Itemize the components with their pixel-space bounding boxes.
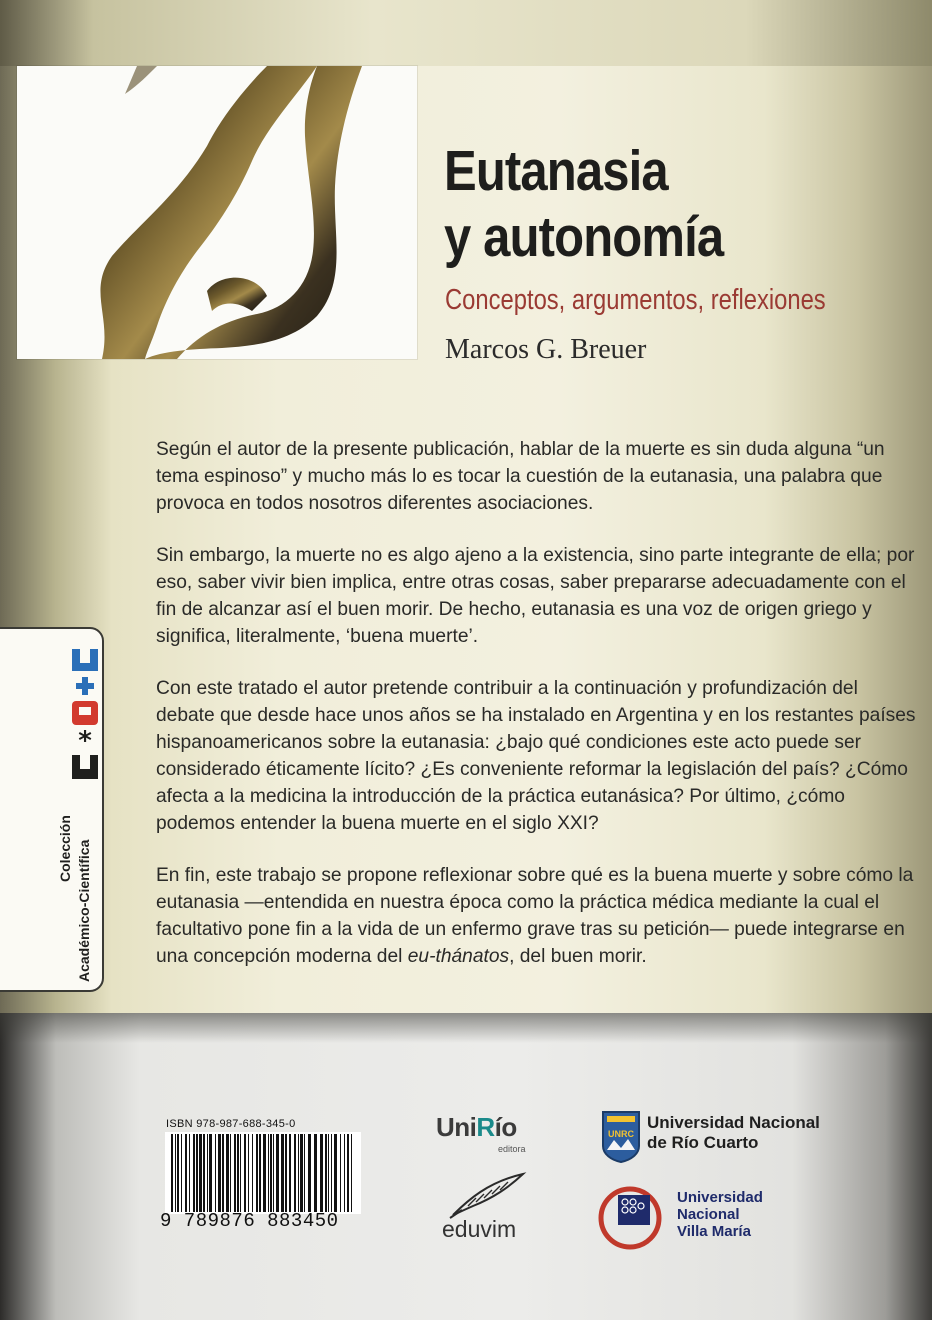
unrc-abbr: UNRC: [608, 1129, 634, 1139]
blurb: [156, 436, 916, 995]
uau-logo-icon: [68, 645, 102, 785]
blurb-line: debate que desde hace unos años se ha instalado en Argentina y en los restantes países: [156, 705, 916, 726]
barcode-bar: [222, 1134, 224, 1212]
barcode-bar: [340, 1134, 341, 1212]
barcode-bar: [189, 1134, 190, 1212]
blurb-paragraph-1: [156, 436, 885, 517]
unrc-logo: [601, 1110, 841, 1166]
barcode-bar: [185, 1134, 187, 1212]
barcode-bar: [209, 1134, 212, 1212]
barcode-bar: [325, 1134, 327, 1212]
barcode-bar: [226, 1134, 229, 1212]
barcode-bar: [218, 1134, 221, 1212]
blurb-line: significa, literalmente, ‘buena muerte’.: [156, 626, 479, 647]
barcode-bar: [240, 1134, 241, 1212]
unvm-name: [677, 1189, 763, 1240]
barcode-bar: [281, 1134, 284, 1212]
blurb-line: eso, saber vivir bien implica, entre otras cosas, saber prepararse adecuadamente con el: [156, 572, 906, 593]
barcode-bar: [177, 1134, 179, 1212]
blurb-line: Sin embargo, la muerte no es algo ajeno a la existencia, sino parte integrante de ella; por: [156, 545, 915, 566]
blurb-line: Con este tratado el autor pretende contribuir a la continuación y profundización del: [156, 678, 858, 699]
book-subtitle: Conceptos, argumentos, reflexiones: [445, 284, 826, 316]
blurb-line: Según el autor de la presente publicación, hablar de la muerte es sin duda alguna “un: [156, 439, 885, 460]
blurb-italic-term: eu-thánatos: [407, 946, 510, 967]
unirio-subtitle: editora: [498, 1144, 526, 1154]
blurb-line: facultativo pone fin a la vida de un enfermo grave tras su petición— puede integrarse en: [156, 919, 905, 940]
barcode-bar: [304, 1134, 305, 1212]
blurb-line: fin de alcanzar así el buen morir. De hecho, eutanasia es una voz de origen griego y: [156, 599, 872, 620]
book-title-line2: y autonomía: [444, 205, 724, 269]
barcode-bar: [199, 1134, 202, 1212]
collection-line1: Colección: [57, 815, 73, 882]
unrc-name: [647, 1113, 820, 1153]
barcode-bars: [165, 1132, 361, 1214]
eduvim-logo: [436, 1170, 546, 1245]
barcode-bar: [294, 1134, 296, 1212]
unvm-logo: [597, 1183, 787, 1253]
unirio-text-b: R: [476, 1112, 495, 1142]
blurb-line: podemos entender la buena muerte en el siglo XXI?: [156, 813, 599, 834]
barcode-bar: [234, 1134, 236, 1212]
blurb-line: hispanoamericanos sobre la eutanasia: ¿bajo qué condiciones este acto puede ser: [156, 732, 862, 753]
barcode-bar: [268, 1134, 269, 1212]
barcode-bar: [298, 1134, 299, 1212]
svg-text:*: *: [78, 726, 92, 756]
barcode-bar: [347, 1134, 349, 1212]
blurb-line: considerado éticamente lícito? ¿Es conveniente reformar la legislación del país? ¿Cómo: [156, 759, 908, 780]
isbn-label: ISBN 978-987-688-345-0: [166, 1118, 296, 1130]
barcode-bar: [237, 1134, 239, 1212]
eduvim-wordmark: eduvim: [442, 1216, 517, 1242]
unrc-name-line1: Universidad Nacional: [647, 1113, 820, 1132]
barcode-bar: [300, 1134, 303, 1212]
barcode-bar: [273, 1134, 274, 1212]
top-strip: [0, 0, 932, 66]
barcode-bar: [328, 1134, 329, 1212]
unrc-name-line2: de Río Cuarto: [647, 1133, 759, 1152]
sculpture-image: [17, 66, 417, 359]
barcode-bar: [175, 1134, 176, 1212]
barcode-bar: [256, 1134, 258, 1212]
sculpture-photo: [17, 66, 417, 359]
blurb-text: una concepción moderna del: [156, 946, 408, 967]
blurb-line: eutanasia —entendida en nuestra época como la práctica médica mediante la cual el: [156, 892, 880, 913]
collection-logo: [68, 645, 102, 785]
barcode-bar: [331, 1134, 332, 1212]
barcode-bar: [263, 1134, 266, 1212]
unirio-wordmark: [436, 1112, 540, 1143]
blurb-line: afecta a la medicina la introducción de la práctica eutanásica? Por último, ¿cómo: [156, 786, 845, 807]
unirio-text-c: ío: [494, 1112, 517, 1142]
blurb-line-last: [156, 943, 856, 970]
barcode-bar: [308, 1134, 311, 1212]
book-title-line1: Eutanasia: [444, 139, 668, 203]
barcode-bar: [230, 1134, 231, 1212]
barcode-bar: [193, 1134, 195, 1212]
barcode-bar: [181, 1134, 182, 1212]
unirio-text-a: Uni: [436, 1112, 477, 1142]
barcode: [165, 1132, 361, 1214]
barcode-bar: [334, 1134, 337, 1212]
barcode-bar: [171, 1134, 173, 1212]
barcode-bar: [196, 1134, 198, 1212]
barcode-bar: [314, 1134, 317, 1212]
blurb-line: provoca en todos nosotros diferentes asociaciones.: [156, 493, 594, 514]
barcode-bar: [203, 1134, 205, 1212]
collection-line2: Académico-Científica: [76, 839, 92, 982]
quill-icon: [448, 1170, 528, 1220]
barcode-bar: [248, 1134, 249, 1212]
blurb-text: , del buen morir.: [509, 946, 647, 967]
barcode-bar: [259, 1134, 261, 1212]
unvm-name-line1: Universidad: [677, 1189, 763, 1206]
blurb-paragraph-2: [156, 542, 915, 650]
unvm-emblem-icon: [597, 1183, 667, 1253]
barcode-bar: [252, 1134, 253, 1212]
book-author: Marcos G. Breuer: [445, 334, 647, 365]
blurb-paragraph-3: [156, 675, 916, 837]
blurb-line: En fin, este trabajo se propone reflexionar sobre qué es la buena muerte y sobre cómo la: [156, 865, 914, 886]
unirio-logo: [436, 1112, 540, 1162]
barcode-bar: [320, 1134, 323, 1212]
barcode-bar: [276, 1134, 279, 1212]
barcode-bar: [351, 1134, 352, 1212]
bottom-band: [0, 1013, 932, 1320]
book-title: [444, 138, 723, 270]
barcode-digits: 9 789876 883450: [160, 1210, 339, 1232]
unvm-name-line2: Nacional: [677, 1206, 740, 1223]
barcode-bar: [270, 1134, 272, 1212]
blurb-paragraph-4: [156, 862, 914, 970]
unvm-name-line3: Villa María: [677, 1223, 751, 1240]
unrc-shield-icon: [601, 1110, 641, 1164]
barcode-bar: [244, 1134, 246, 1212]
barcode-bar: [215, 1134, 216, 1212]
blurb-line: tema espinoso” y mucho más lo es tocar la cuestión de la eutanasia, una palabra que: [156, 466, 883, 487]
barcode-bar: [207, 1134, 208, 1212]
collection-label: [56, 815, 94, 982]
barcode-bar: [344, 1134, 345, 1212]
barcode-bar: [285, 1134, 287, 1212]
barcode-bar: [289, 1134, 291, 1212]
